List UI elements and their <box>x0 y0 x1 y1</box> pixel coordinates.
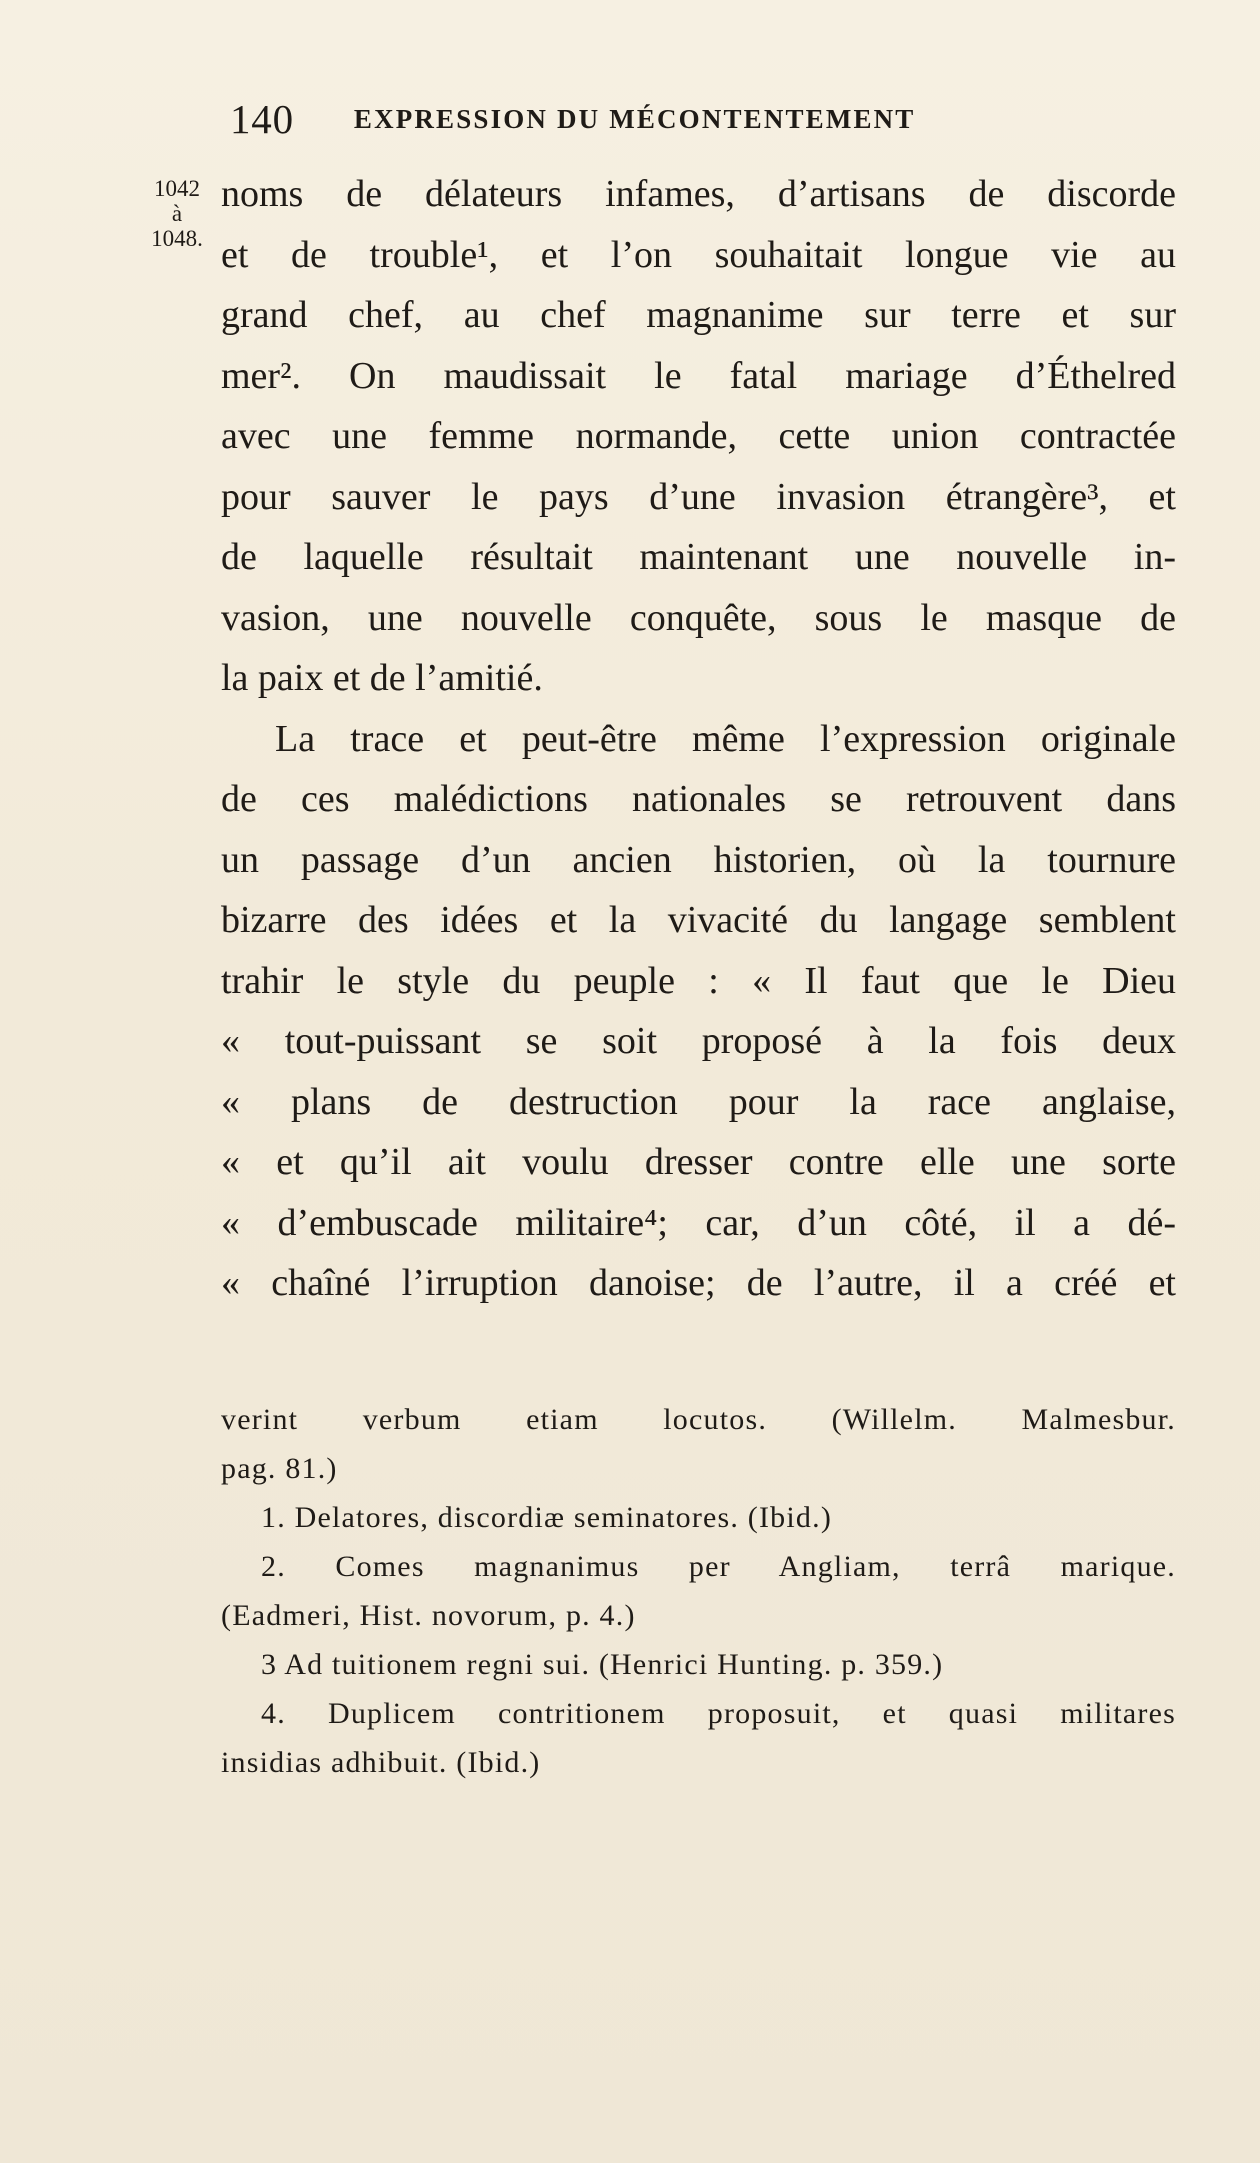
text-line: vasion, une nouvelle conquête, sous le masque de <box>221 596 1176 639</box>
text-line: « d’embuscade militaire⁴; car, d’un côté, il a dé- <box>221 1201 1176 1244</box>
footnote-line: 4. Duplicem contritionem proposuit, et quasi militares <box>261 1697 1176 1730</box>
margin-connector: à <box>171 201 183 226</box>
footnote-line: verint verbum etiam locutos. (Willelm. Malmesbur. <box>221 1403 1176 1436</box>
footnote-line: insidias adhibuit. (Ibid.) <box>221 1746 541 1779</box>
footnote-line: 2. Comes magnanimus per Angliam, terrâ marique. <box>261 1550 1176 1583</box>
text-line: « et qu’il ait voulu dresser contre elle une sorte <box>221 1141 1176 1183</box>
footnotes <box>221 1395 1176 1787</box>
text-line: grand chef, au chef magnanime sur terre et sur <box>221 294 1176 336</box>
text-line: un passage d’un ancien historien, où la tournure <box>221 838 1176 881</box>
text-line: noms de délateurs infames, d’artisans de discorde <box>221 173 1176 215</box>
text-line: pour sauver le pays d’une invasion étrangère³, et <box>221 475 1176 518</box>
page-header <box>230 96 1050 142</box>
text-line: « chaîné l’irruption danoise; de l’autre, il a créé et <box>221 1262 1176 1304</box>
text-line: avec une femme normande, cette union contractée <box>221 415 1176 457</box>
running-title: EXPRESSION DU MÉCONTENTEMENT <box>353 103 916 134</box>
text-line: bizarre des idées et la vivacité du langage semblent <box>221 899 1176 941</box>
text-line: mer². On maudissait le fatal mariage d’Éthelred <box>221 354 1176 397</box>
footnote-line: (Eadmeri, Hist. novorum, p. 4.) <box>221 1599 636 1632</box>
text-line: « tout-puissant se soit proposé à la fois deux <box>221 1020 1176 1062</box>
margin-date-range <box>143 176 211 251</box>
footnote-line: 1. Delatores, discordiæ seminatores. (Ibid.) <box>261 1501 833 1534</box>
text-line: la paix et de l’amitié. <box>221 657 543 699</box>
text-line: et de trouble¹, et l’on souhaitait longue vie au <box>221 233 1176 276</box>
footnote-line: 3 Ad tuitionem regni sui. (Henrici Hunting. p. 359.) <box>261 1648 944 1681</box>
page-number: 140 <box>230 96 294 142</box>
text-line: « plans de destruction pour la race anglaise, <box>221 1080 1176 1123</box>
margin-end-year: 1048. <box>151 226 203 251</box>
main-text <box>221 164 1176 1314</box>
text-line: de ces malédictions nationales se retrouvent dans <box>221 778 1176 820</box>
margin-start-year: 1042 <box>154 176 200 201</box>
text-line: trahir le style du peuple : « Il faut que le Dieu <box>221 959 1176 1002</box>
text-line: La trace et peut-être même l’expression originale <box>275 717 1176 760</box>
text-line: de laquelle résultait maintenant une nouvelle in- <box>221 536 1176 578</box>
footnote-line: pag. 81.) <box>221 1452 338 1485</box>
